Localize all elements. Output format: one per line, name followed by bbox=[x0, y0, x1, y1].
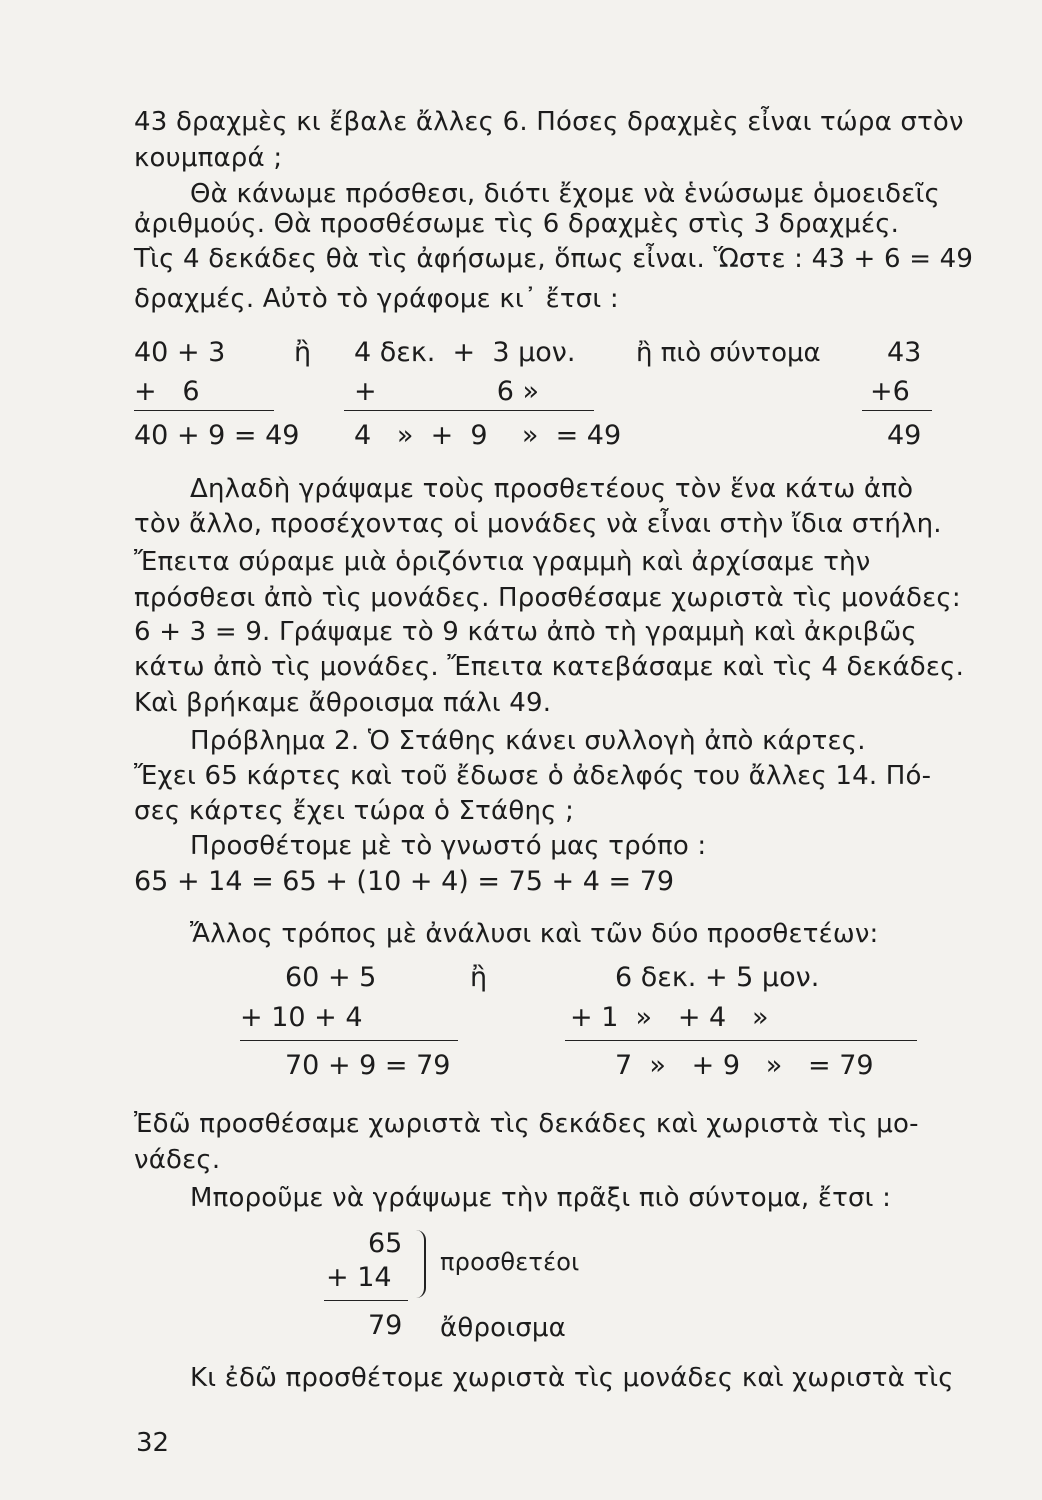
p2-line-6: κάτω ἀπὸ τὶς μονάδες. Ἔπειτα κατεβάσαμε καὶ τὶς 4 δεκάδες. bbox=[134, 652, 965, 682]
calc2-a-row2: + 10 + 4 bbox=[240, 1002, 363, 1033]
calc1-b-sum: 4 » + 9 » = 49 bbox=[354, 420, 622, 451]
calc1-b-row1: 4 δεκ. + 3 μον. bbox=[354, 337, 576, 368]
calc2-b-sum: 7 » + 9 » = 79 bbox=[615, 1050, 874, 1081]
calc2-a-row1: 60 + 5 bbox=[285, 962, 377, 993]
calc1-b-rule bbox=[344, 410, 594, 411]
calc2-a-sum: 70 + 9 = 79 bbox=[285, 1050, 451, 1081]
p5-line: Ἄλλος τρόπος μὲ ἀνάλυσι καὶ τῶν δύο προσθετέων: bbox=[190, 919, 879, 949]
p1-line-1: Θὰ κάνωμε πρόσθεσι, διότι ἔχομε νὰ ἑνώσωμε ὁμοειδεῖς bbox=[190, 179, 940, 209]
p1-line-4: δραχμές. Αὐτὸ τὸ γράφομε κι᾽ ἔτσι : bbox=[134, 284, 619, 314]
p2-line-1: Δηλαδὴ γράψαμε τοὺς προσθετέους τὸν ἕνα κάτω ἀπὸ bbox=[190, 474, 914, 504]
p1-line-3: Τὶς 4 δεκάδες θὰ τὶς ἀφήσωμε, ὅπως εἶναι. Ὥστε : 43 + 6 = 49 bbox=[134, 244, 974, 274]
calc3-rule bbox=[324, 1300, 408, 1301]
calc1-or-2: ἢ πιὸ σύντομα bbox=[636, 338, 821, 368]
calc1-c-rule bbox=[862, 410, 932, 411]
p6-line-2: νάδες. bbox=[134, 1145, 221, 1175]
p8-line: Κι ἐδῶ προσθέτομε χωριστὰ τὶς μονάδες καὶ χωριστὰ τὶς bbox=[190, 1363, 954, 1393]
p3-line-3: σες κάρτες ἔχει τώρα ὁ Στάθης ; bbox=[134, 796, 575, 826]
calc1-c-row1: 43 bbox=[887, 337, 922, 368]
p3-line-1: Πρόβλημα 2. Ὁ Στάθης κάνει συλλογὴ ἀπὸ κάρτες. bbox=[190, 726, 866, 756]
calc3-row2: + 14 bbox=[326, 1262, 392, 1293]
p2-line-3: Ἔπειτα σύραμε μιὰ ὁριζόντια γραμμὴ καὶ ἀρχίσαμε τὴν bbox=[134, 547, 871, 577]
calc2-b-row2: + 1 » + 4 » bbox=[570, 1002, 769, 1033]
calc3-sum: 79 bbox=[368, 1310, 403, 1341]
calc1-c-row2: +6 bbox=[870, 376, 910, 407]
p3-line-2: Ἔχει 65 κάρτες καὶ τοῦ ἔδωσε ὁ ἀδελφός του ἄλλες 14. Πό- bbox=[134, 761, 932, 791]
calc2-a-rule bbox=[240, 1040, 458, 1041]
calc2-b-rule bbox=[565, 1040, 917, 1041]
calc1-c-sum: 49 bbox=[887, 420, 922, 451]
intro-line-1: 43 δραχμὲς κι ἔβαλε ἄλλες 6. Πόσες δραχμὲς εἶναι τώρα στὸν bbox=[134, 107, 964, 137]
p2-line-7: Καὶ βρήκαμε ἄθροισμα πάλι 49. bbox=[134, 688, 552, 718]
calc3-row1: 65 bbox=[368, 1228, 403, 1259]
calc3-sum-label: ἄθροισμα bbox=[440, 1313, 567, 1343]
calc2-or: ἢ bbox=[470, 962, 488, 993]
equation: 65 + 14 = 65 + (10 + 4) = 75 + 4 = 79 bbox=[134, 866, 675, 897]
calc1-a-row2: + 6 bbox=[134, 376, 200, 407]
calc1-a-row1: 40 + 3 bbox=[134, 337, 226, 368]
calc3-addends-label: προσθετέοι bbox=[440, 1248, 580, 1276]
calc1-a-sum: 40 + 9 = 49 bbox=[134, 420, 300, 451]
intro-line-2: κουμπαρά ; bbox=[134, 143, 283, 173]
p1-line-2: ἀριθμούς. Θὰ προσθέσωμε τὶς 6 δραχμὲς στὶς 3 δραχμές. bbox=[134, 209, 900, 239]
p2-line-4: πρόσθεσι ἀπὸ τὶς μονάδες. Προσθέσαμε χωριστὰ τὶς μονάδες: bbox=[134, 583, 961, 613]
p4-line: Προσθέτομε μὲ τὸ γνωστό μας τρόπο : bbox=[190, 831, 707, 861]
calc3-brace bbox=[412, 1230, 426, 1298]
p7-line: Μποροῦμε νὰ γράψωμε τὴν πρᾶξι πιὸ σύντομα, ἔτσι : bbox=[190, 1183, 892, 1213]
page-number: 32 bbox=[136, 1428, 170, 1458]
p2-line-5: 6 + 3 = 9. Γράψαμε τὸ 9 κάτω ἀπὸ τὴ γραμμὴ καὶ ἀκριβῶς bbox=[134, 617, 917, 647]
p2-line-2: τὸν ἄλλο, προσέχοντας οἱ μονάδες νὰ εἶναι στὴν ἴδια στήλη. bbox=[134, 509, 942, 539]
calc2-b-row1: 6 δεκ. + 5 μον. bbox=[615, 962, 820, 993]
calc1-a-rule bbox=[134, 410, 274, 411]
p6-line-1: Ἐδῶ προσθέσαμε χωριστὰ τὶς δεκάδες καὶ χωριστὰ τὶς μο- bbox=[134, 1109, 919, 1139]
calc1-b-row2: + 6 » bbox=[354, 376, 540, 407]
calc1-or-1: ἢ bbox=[294, 337, 312, 368]
